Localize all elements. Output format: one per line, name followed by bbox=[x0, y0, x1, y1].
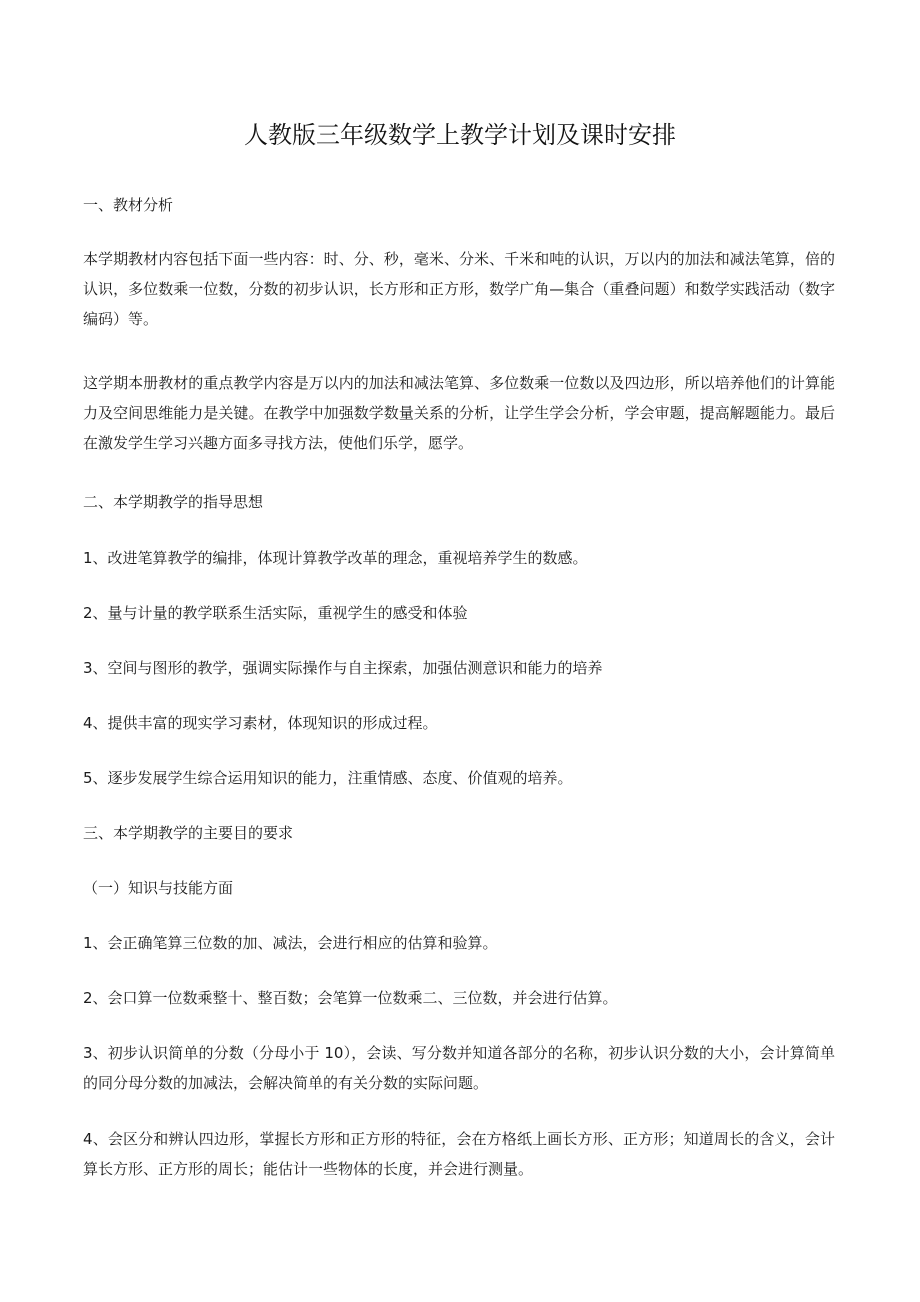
document-title: 人教版三年级数学上教学计划及课时安排 bbox=[244, 121, 676, 149]
paragraph-content-overview: 本学期教材内容包括下面一些内容：时、分、秒，毫米、分米、千米和吨的认识，万以内的加法和减法笔算，倍的认识，多位数乘一位数，分数的初步认识，长方形和正方形，数学广角—集合（重叠问题）和数学实践活动（数字编码）等。 bbox=[83, 250, 835, 328]
list-item: 5、逐步发展学生综合运用知识的能力，注重情感、态度、价值观的培养。 bbox=[83, 769, 573, 787]
list-item: 4、会区分和辨认四边形，掌握长方形和正方形的特征，会在方格纸上画长方形、正方形；知道周长的含义，会计算长方形、正方形的周长；能估计一些物体的长度，并会进行测量。 bbox=[83, 1130, 835, 1178]
list-item: 2、会口算一位数乘整十、整百数；会笔算一位数乘二、三位数，并会进行估算。 bbox=[83, 989, 618, 1007]
paragraph-teaching-focus: 这学期本册教材的重点教学内容是万以内的加法和减法笔算、多位数乘一位数以及四边形，所以培养他们的计算能力及空间思维能力是关键。在教学中加强数学数量关系的分析，让学生学会分析，学会审题，提高解题能力。最后在激发学生学习兴趣方面多寻找方法，使他们乐学，愿学。 bbox=[83, 374, 835, 452]
section-heading-textbook-analysis: 一、教材分析 bbox=[83, 196, 174, 214]
list-item: 1、改进笔算教学的编排，体现计算教学改革的理念，重视培养学生的数感。 bbox=[83, 549, 588, 567]
list-item: 2、量与计量的教学联系生活实际，重视学生的感受和体验 bbox=[83, 604, 468, 622]
section-heading-guiding-ideology: 二、本学期教学的指导思想 bbox=[83, 493, 264, 511]
list-item: 3、初步认识简单的分数（分母小于 10），会读、写分数并知道各部分的名称，初步认识分数的大小，会计算简单的同分母分数的加减法，会解决简单的有关分数的实际问题。 bbox=[83, 1044, 835, 1092]
list-item: 1、会正确笔算三位数的加、减法，会进行相应的估算和验算。 bbox=[83, 934, 498, 952]
subsection-heading-knowledge-skills: （一）知识与技能方面 bbox=[83, 879, 234, 897]
section-heading-main-goals: 三、本学期教学的主要目的要求 bbox=[83, 824, 294, 842]
list-item: 3、空间与图形的教学，强调实际操作与自主探索，加强估测意识和能力的培养 bbox=[83, 659, 603, 677]
list-item: 4、提供丰富的现实学习素材，体现知识的形成过程。 bbox=[83, 714, 438, 732]
